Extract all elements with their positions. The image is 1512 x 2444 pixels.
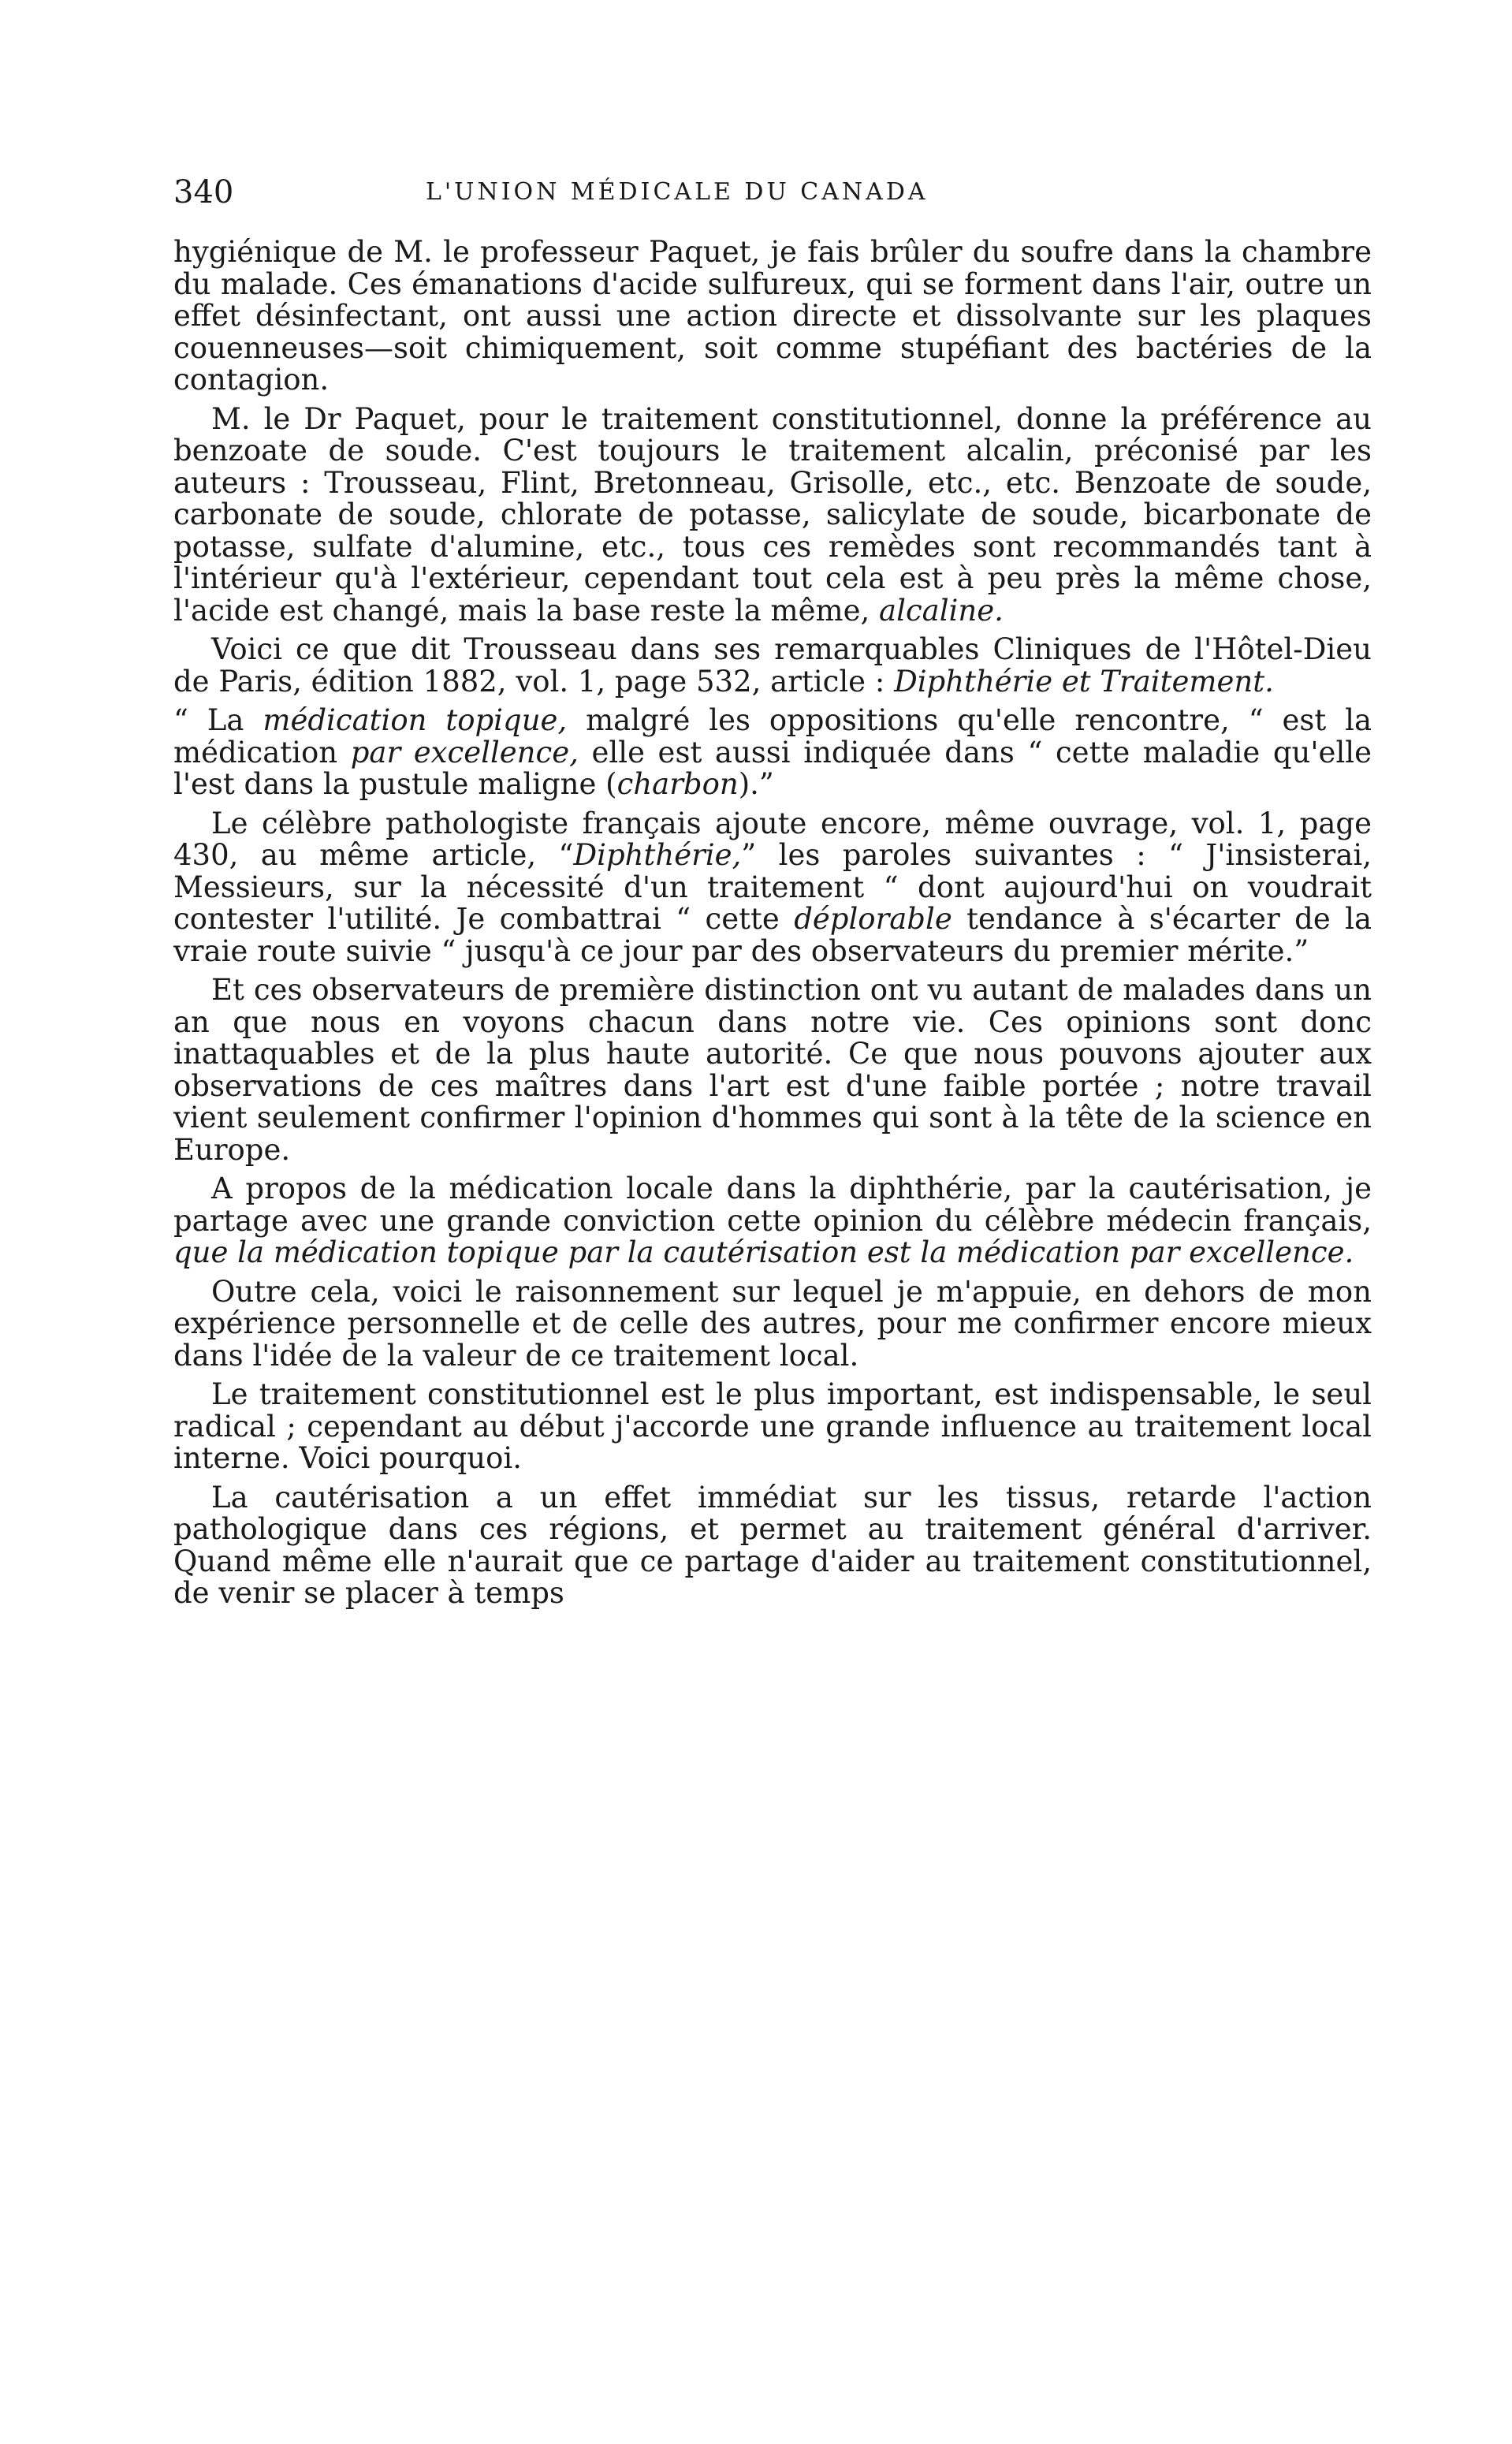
paragraph-9 bbox=[173, 1379, 1372, 1475]
journal-title: L'UNION MÉDICALE DU CANADA bbox=[426, 178, 929, 206]
paragraph-text: La cautérisation a un effet immédiat sur les tissus, retarde l'action pathologique dans ces régions, et permet au traitement général d'arriver. Quand même elle n'aurait que ce partage d'aider au traitement constitutionnel, de venir se placer à temps bbox=[173, 1480, 1372, 1610]
paragraph-3 bbox=[173, 634, 1372, 698]
paragraph-text: A propos de la médication locale dans la diphthérie, par la cautérisation, je partage avec une grande conviction cette opinion du célèbre médecin français, bbox=[173, 1172, 1372, 1238]
running-head bbox=[173, 169, 1372, 216]
paragraph-italic: alcaline. bbox=[879, 593, 1004, 628]
body-text bbox=[173, 237, 1372, 1617]
paragraph-text: M. le Dr Paquet, pour le traitement constitutionnel, donne la préférence au benzoate de soude. C'est toujours le traitement alcalin, préconisé par les auteurs : Trousseau, Flint, Bretonneau, Grisolle, etc., etc. Benzoate de soude, carbonate de soude, chlorate de potasse, salicylate de soude, bicarbonate de potasse, sulfate d'alumine, etc., tous ces remèdes sont recommandés tant à l'intérieur qu'à l'extérieur, cependant tout cela est à peu près la même chose, l'acide est changé, mais la base reste la même, bbox=[173, 401, 1372, 628]
paragraph-10 bbox=[173, 1482, 1372, 1610]
paragraph-text: Et ces observateurs de première distinction ont vu autant de malades dans un an que nous en voyons chacun dans notre vie. Ces opinions sont donc inattaquables et de la plus haute autorité. Ce que nous pouvons ajouter aux observations de ces maîtres dans l'art est d'une faible portée ; notre travail vient seulement confirmer l'opinion d'hommes qui sont à la tête de la science en Europe. bbox=[173, 973, 1372, 1167]
paragraph-text: Le traitement constitutionnel est le plus important, est indispensable, le seul radical ; cependant au début j'accorde une grande influence au traitement local interne. Voici pourquoi. bbox=[173, 1377, 1372, 1475]
quote-line-3: “ cette maladie qu'elle l'est dans la pustule maligne (charbon).” bbox=[173, 735, 1372, 801]
paragraph-5: Le célèbre pathologiste français ajoute encore, même ouvrage, vol. 1, page 430, au même article, “Diphthérie,” les paroles suivantes : “ J'insisterai, Messieurs, sur la nécessité d'un traitement “ dont aujourd'hui on voudrait contester l'utilité. Je combattrai “ cette déplorable tendance à s'écarter de la vraie route suivie “ jusqu'à ce jour par des observateurs du premier mérite.” bbox=[173, 806, 1372, 968]
paragraph-6 bbox=[173, 974, 1372, 1166]
quote-line-2: “ est la médication par excellence, elle est aussi indiquée dans bbox=[173, 703, 1372, 769]
page-number: 340 bbox=[173, 174, 234, 210]
paragraph-italic: que la médication topique par la cautérisation est la médication par excellence. bbox=[173, 1235, 1354, 1269]
paragraph-1 bbox=[173, 237, 1372, 397]
paragraph-7 bbox=[173, 1173, 1372, 1269]
quote-line-1: “ La médication topique, malgré les oppositions qu'elle rencontre, bbox=[173, 703, 1230, 737]
paragraph-8 bbox=[173, 1276, 1372, 1373]
paragraph-2 bbox=[173, 401, 1372, 628]
paragraph-text: Voici ce que dit Trousseau dans ses remarquables Cliniques de l'Hôtel-Dieu de Paris, édition 1882, vol. 1, page 532, article : bbox=[173, 632, 1372, 699]
paragraph-italic: Diphthérie et Traitement. bbox=[894, 664, 1274, 699]
paragraph-text: hygiénique de M. le professeur Paquet, je fais brûler du soufre dans la chambre du malade. Ces émanations d'acide sulfureux, qui se forment dans l'air, outre un effet désinfectant, ont aussi une action directe et dissolvante sur les plaques couenneuses—soit chimiquement, soit comme stupéfiant des bactéries de la contagion. bbox=[173, 235, 1372, 397]
quotation-block bbox=[173, 705, 1372, 801]
paragraph-text: Outre cela, voici le raisonnement sur lequel je m'appuie, en dehors de mon expérience personnelle et de celle des autres, pour me confirmer encore mieux dans l'idée de la valeur de ce traitement local. bbox=[173, 1274, 1372, 1373]
